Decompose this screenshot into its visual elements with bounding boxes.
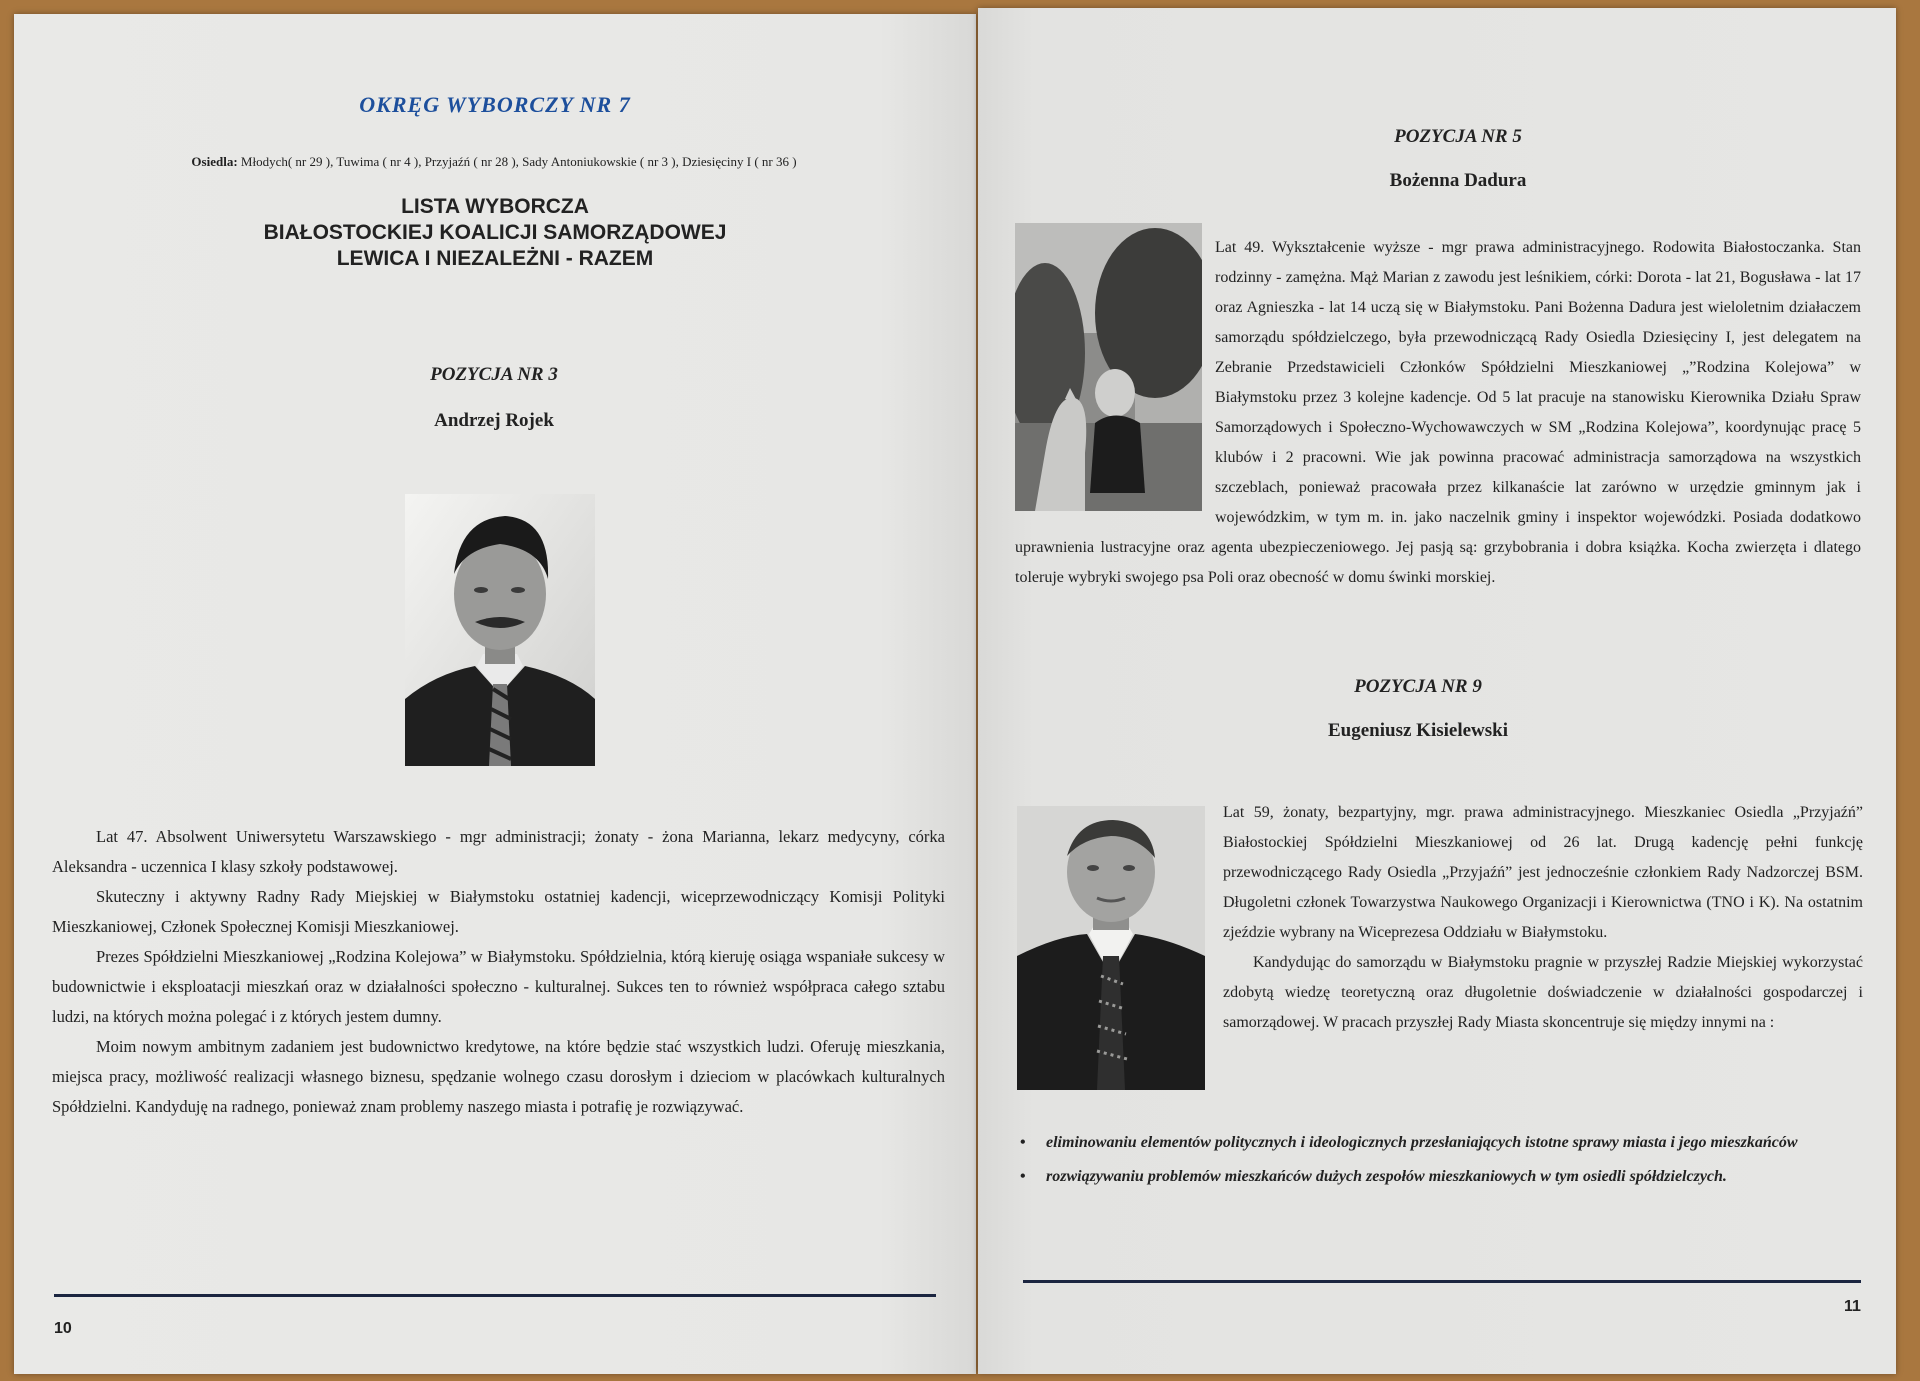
candidate-name: Eugeniusz Kisielewski: [1328, 720, 1508, 741]
bio-paragraph: Moim nowym ambitnym zadaniem jest budownictwo kredytowe, na które będzie stać wszystkich ludzi. Oferuję mieszkania, miejsca pracy, możliwość realizacji własnego biznesu, spędzanie wolnego czasu dorosłym i dzieciom w placówkach kulturalnych Spółdzielni. Kandyduję na radnego, ponieważ znam problemy naszego miasta i potrafię je rozwiązywać.: [52, 1037, 945, 1116]
photo-wrap-spacer: [1015, 233, 1215, 523]
list-item: • rozwiązywaniu problemów mieszkańców dużych zespołów mieszkaniowych w tym osiedli spółdzielczych.: [1020, 1162, 1860, 1192]
candidate-portrait-photo: [1017, 806, 1205, 1090]
list-title-line: BIAŁOSTOCKIEJ KOALICJI SAMORZĄDOWEJ: [263, 221, 727, 244]
left-page: [14, 14, 976, 1374]
footer-rule: [54, 1294, 936, 1297]
bio-paragraph: [1015, 233, 1861, 593]
page-number: 11: [1844, 1298, 1861, 1315]
bio-paragraph: Kandydując do samorządu w Białymstoku pragnie w przyszłej Radzie Miejskiej wykorzystać zdobytą wiedzę teoretyczną oraz długoletnie doświadczenie w działalności gospodarczej i samorządowej. W pracach przyszłej Rady Miasta skoncentruje się między innymi na :: [1223, 954, 1863, 1031]
candidate-name: Bożenna Dadura: [1389, 170, 1527, 191]
candidate-biography: [52, 822, 945, 1122]
candidate-a-biography: [1015, 233, 1861, 593]
footer-rule: [1023, 1280, 1861, 1283]
position-label: POZYCJA NR 5: [1394, 126, 1522, 147]
list-title: [14, 194, 976, 272]
bio-text: Lat 49. Wykształcenie wyższe - mgr prawa administracyjnego. Rodowita Białostoczanka. Stan rodzinny - zamężna. Mąż Marian z zawodu jest leśnikiem, córki: Dorota - lat 21, Bogusława - lat 17 oraz Agnieszka - lat 14 uczą się w Białymstoku. Pani Bożenna Dadura jest wieloletnim działaczem samorządu spółdzielczego, była przewodniczącą Rady Osiedla Dziesięciny I, jest delegatem na Zebranie Przedstawicieli Członków Spółdzielni Mieszkaniowej „”Rodzina Kolejowa” w Białymstoku przez 3 kolejne kadencje. Od 5 lat pracuje na stanowisku Kierownika Działu Spraw Samorządowych i Społeczno-Wychowawczych w SM „Rodzina Kolejowa”, koordynując pracę 5 klubów i 2 pracowni. Wie jak powinna pracować administracja samorządowa na wszystkich szczeblach, ponieważ pracowała przez kilkanaście lat zarówno w urzędzie gminnym jak i wojewódzkim, w tym m. in. jako naczelnik gminy i inspektor wojewódzki. Posiada dodatkowo uprawnienia lustracyjne oraz agenta ubezpieczeniowego. Jej pasją są: grzybobrania i dobra książka. Kocha zwierzęta i dlatego toleruje wybryki swojego psa Poli oraz obecność w domu świnki morskiej.: [1015, 239, 1861, 586]
candidate-portrait-photo: [405, 494, 595, 766]
position-label: POZYCJA NR 9: [1354, 676, 1482, 697]
candidate-b-biography: [1223, 798, 1863, 1038]
page-number: 10: [54, 1320, 72, 1337]
estates-text: Młodych( nr 29 ), Tuwima ( nr 4 ), Przyjaźń ( nr 28 ), Sady Antoniukowskie ( nr 3 ), Dziesięciny I ( nr 36 ): [240, 154, 797, 169]
bio-paragraph: Prezes Spółdzielni Mieszkaniowej „Rodzina Kolejowa” w Białymstoku. Spółdzielnia, którą kieruję osiąga wspaniałe sukcesy w budownictwie i eksploatacji mieszkań oraz w działalności społeczno - kulturalnej. Sukces ten to również współpraca całego sztabu ludzi, na których można polegać i z których jestem dumny.: [52, 947, 945, 1026]
right-page: [978, 8, 1896, 1374]
list-item: • eliminowaniu elementów politycznych i ideologicznych przesłaniających istotne sprawy miasta i jego mieszkańców: [1020, 1128, 1860, 1158]
priorities-list: [1020, 1128, 1860, 1196]
list-title-line: LEWICA I NIEZALEŻNI - RAZEM: [336, 247, 654, 270]
estates-line: [44, 154, 944, 170]
estates-label: Osiedla:: [191, 154, 238, 169]
district-title: OKRĘG WYBORCZY NR 7: [359, 92, 631, 117]
position-label: POZYCJA NR 3: [430, 364, 558, 385]
list-title-line: LISTA WYBORCZA: [401, 195, 589, 218]
bio-paragraph: Lat 47. Absolwent Uniwersytetu Warszawskiego - mgr administracji; żonaty - żona Marianna, lekarz medycyny, córka Aleksandra - uczennica I klasy szkoły podstawowej.: [52, 827, 945, 876]
bio-paragraph: Lat 59, żonaty, bezpartyjny, mgr. prawa administracyjnego. Mieszkaniec Osiedla „Przyjaźń” Białostockiej Spółdzielni Mieszkaniowej od 26 lat. Drugą kadencję pełni funkcję przewodniczącego Rady Osiedla „Przyjaźń” jest jednocześnie członkiem Rady Nadzorczej BSM. Długoletni członek Towarzystwa Naukowego Organizacji i Kierownictwa (TNO i K). Na ostatnim zjeździe wybrany na Wiceprezesa Oddziału w Białymstoku.: [1223, 804, 1863, 941]
bio-paragraph: Skuteczny i aktywny Radny Rady Miejskiej w Białymstoku ostatniej kadencji, wiceprzewodniczący Komisji Polityki Mieszkaniowej, Członek Społecznej Komisji Mieszkaniowej.: [52, 887, 945, 936]
candidate-name: Andrzej Rojek: [434, 410, 554, 431]
